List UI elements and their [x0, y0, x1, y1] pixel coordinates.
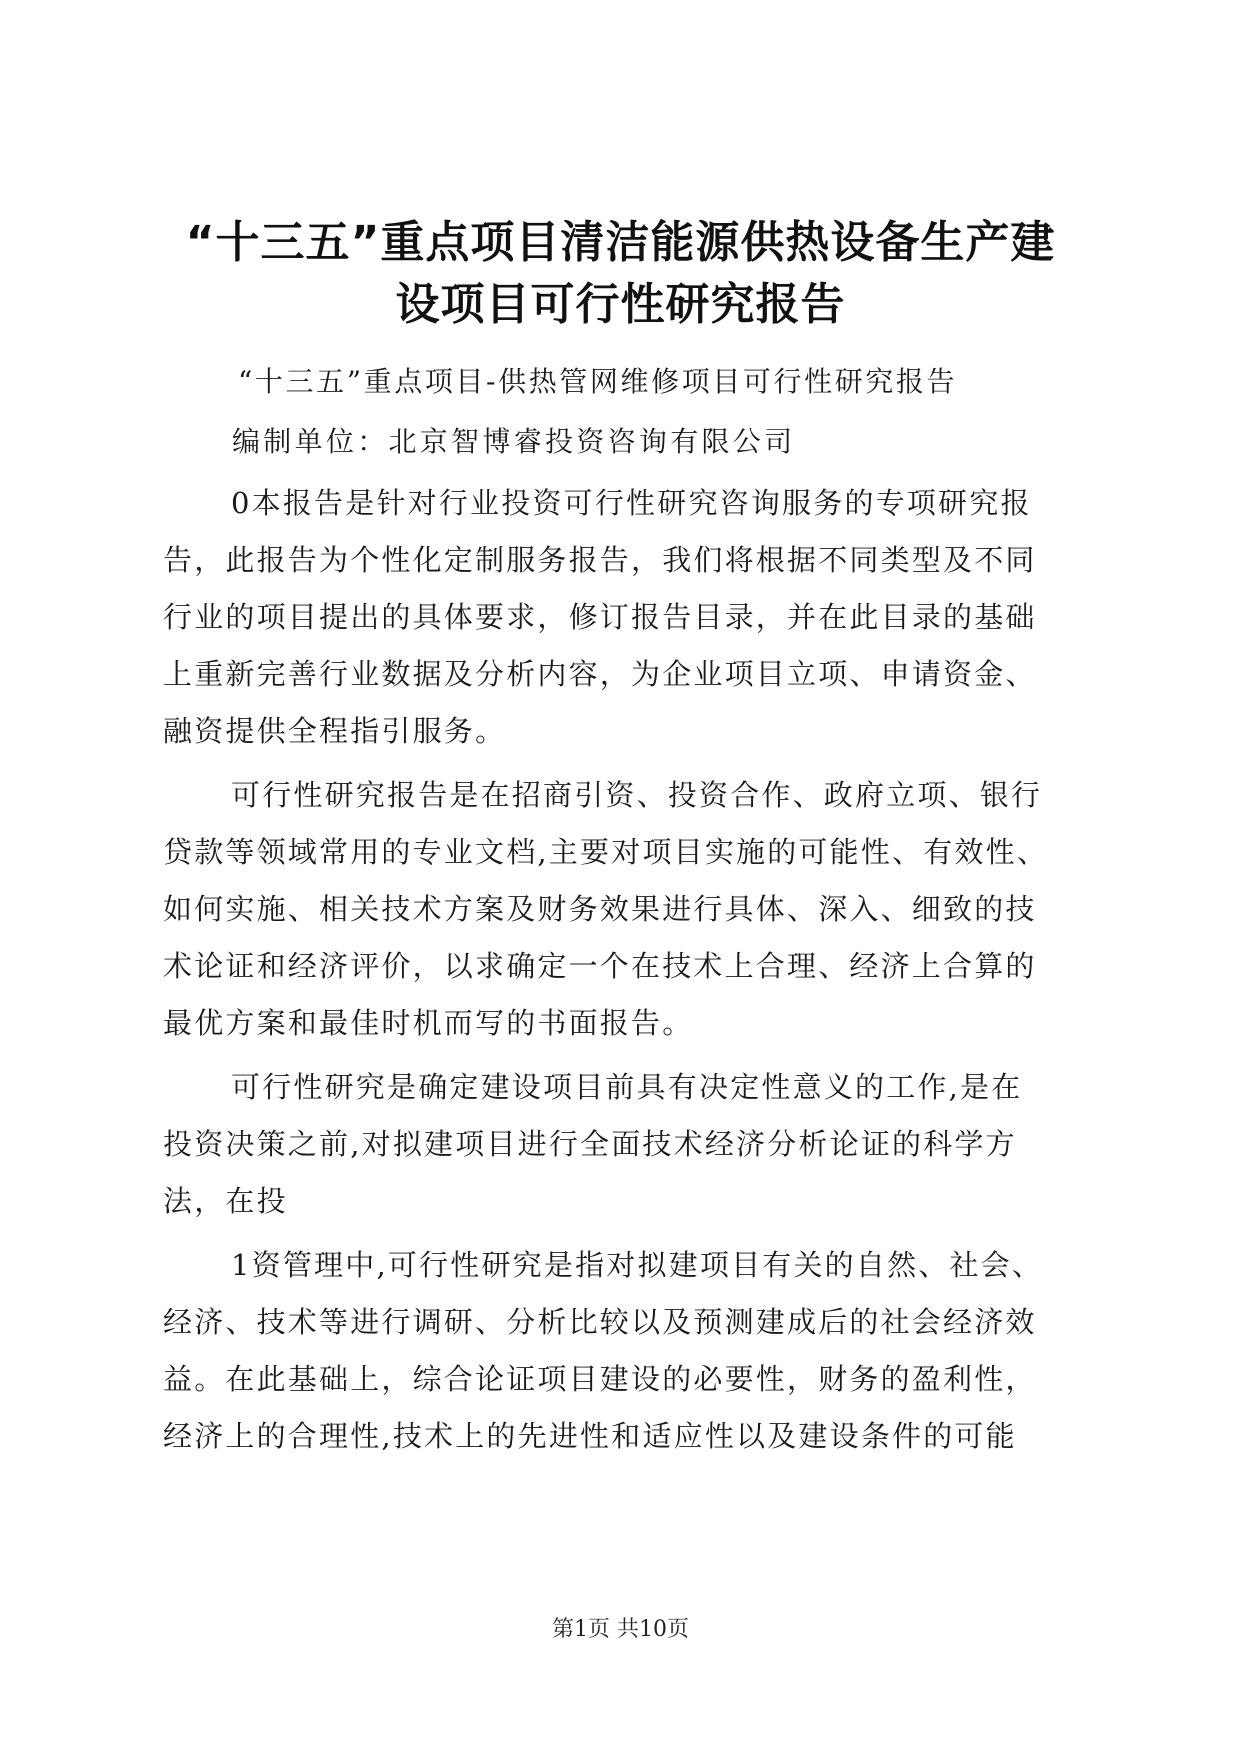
paragraph-line: 经济、技术等进行调研、分析比较以及预测建成后的社会经济效	[163, 1305, 1037, 1339]
paragraph	[163, 767, 1083, 1052]
paragraph-line: 贷款等领域常用的专业文档,主要对项目实施的可能性、有效性、	[163, 835, 1049, 869]
paragraph	[163, 1237, 1083, 1465]
paragraph	[163, 475, 1083, 760]
document-title	[150, 212, 1091, 336]
paragraph-line: 经济上的合理性,技术上的先进性和适应性以及建设条件的可能	[163, 1419, 1017, 1453]
page-number-footer: 第1页 共10页	[552, 1617, 689, 1642]
paragraph-line: 融资提供全程指引服务。	[163, 714, 507, 748]
paragraph-line: 1资管理中,可行性研究是指对拟建项目有关的自然、社会、	[231, 1248, 1044, 1282]
title-line: 设项目可行性研究报告	[395, 279, 846, 330]
paragraph-line: 可行性研究报告是在招商引资、投资合作、政府立项、银行	[231, 778, 1043, 812]
paragraph-line: 益。在此基础上，综合论证项目建设的必要性，财务的盈利性，	[163, 1362, 1037, 1396]
paragraph-line: 告，此报告为个性化定制服务报告，我们将根据不同类型及不同	[163, 543, 1037, 577]
paragraph-line: 法，在投	[163, 1184, 288, 1218]
paragraph	[163, 1059, 1083, 1230]
paragraph-line: 最优方案和最佳时机而写的书面报告。	[163, 1006, 694, 1040]
document-body	[163, 475, 1083, 1472]
paragraph-line: 如何实施、相关技术方案及财务效果进行具体、深入、细致的技	[163, 892, 1037, 926]
paragraph-line: 上重新完善行业数据及分析内容，为企业项目立项、申请资金、	[163, 657, 1037, 691]
paragraph-line: 投资决策之前,对拟建项目进行全面技术经济分析论证的科学方	[163, 1127, 1017, 1161]
title-line: “十三五”重点项目清洁能源供热设备生产建	[185, 217, 1056, 268]
paragraph-line: 术论证和经济评价，以求确定一个在技术上合理、经济上合算的	[163, 949, 1037, 983]
paragraph-line: 可行性研究是确定建设项目前具有决定性意义的工作,是在	[231, 1070, 1023, 1104]
paragraph-line: 0本报告是针对行业投资可行性研究咨询服务的专项研究报	[231, 486, 1032, 520]
document-subtitle: “十三五”重点项目-供热管网维修项目可行性研究报告	[238, 365, 958, 398]
paragraph-line: 行业的项目提出的具体要求，修订报告目录，并在此目录的基础	[163, 600, 1037, 634]
compiler-line: 编制单位：北京智博睿投资咨询有限公司	[232, 425, 796, 458]
